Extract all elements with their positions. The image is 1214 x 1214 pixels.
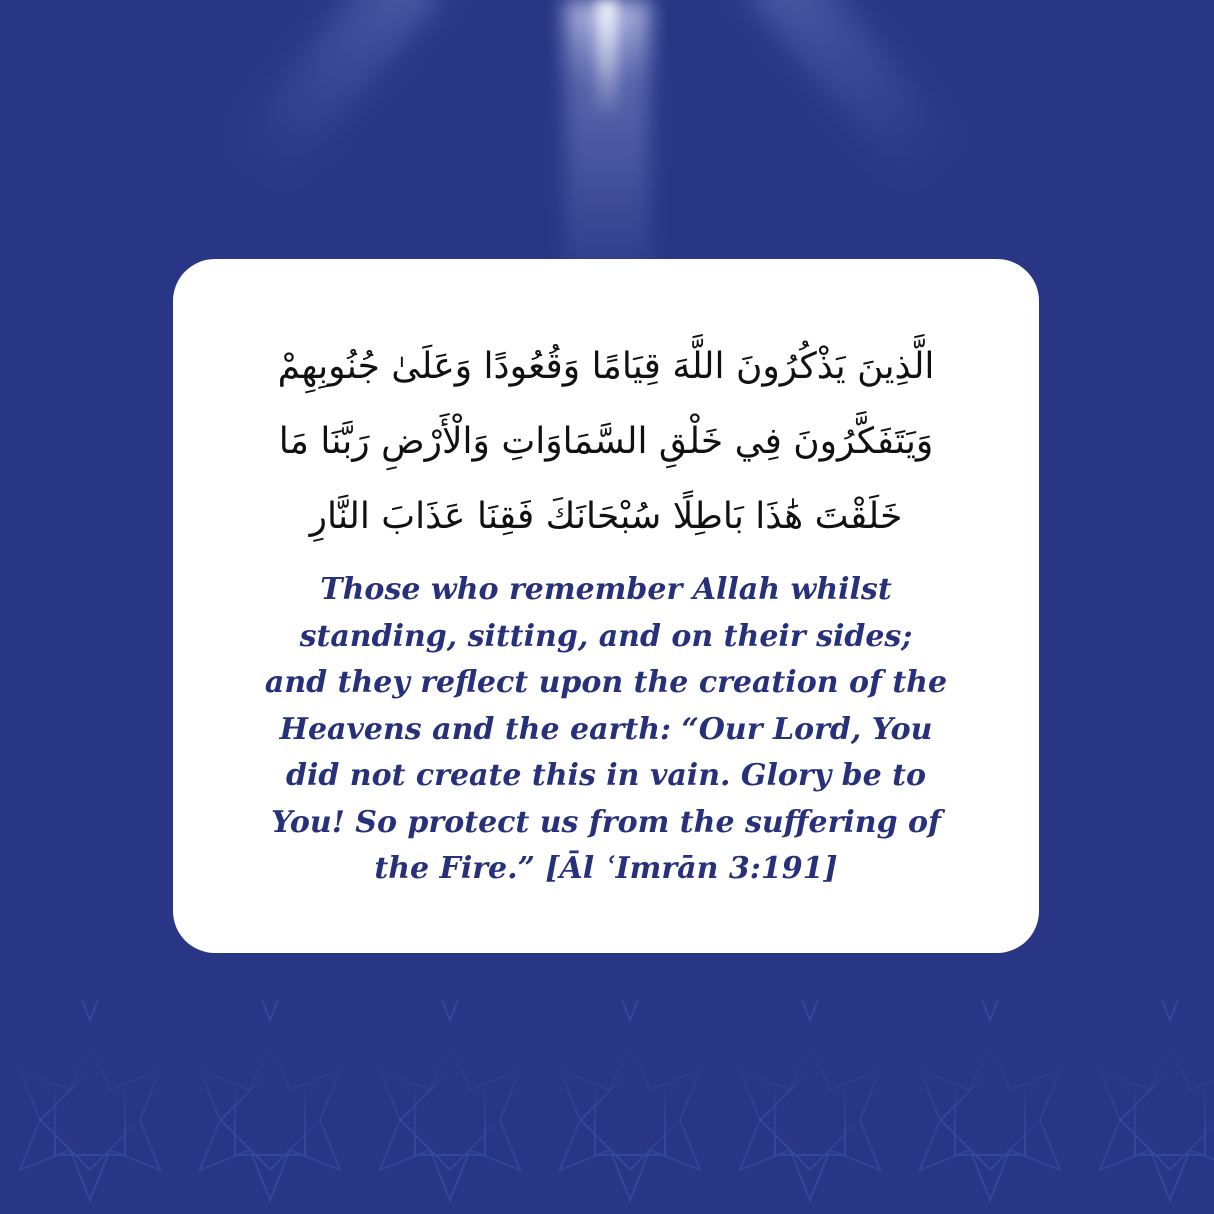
light-ray-left [225,0,446,192]
arabic-line: خَلَقْتَ هَٰذَا بَاطِلًا سُبْحَانَكَ فَقِنَا عَذَابَ النَّارِ [309,496,903,537]
translation-line: Heavens and the earth: “Our Lord, You [279,711,933,747]
arabic-line: وَيَتَفَكَّرُونَ فِي خَلْقِ السَّمَاوَاتِ وَالْأَرْضِ رَبَّنَا مَا [278,421,934,462]
translation-line: standing, sitting, and on their sides; [299,618,913,654]
light-ray-right [745,0,966,192]
light-ray-center [565,0,650,270]
arabic-line: الَّذِينَ يَذْكُرُونَ اللَّهَ قِيَامًا وَقُعُودًا وَعَلَىٰ جُنُوبِهِمْ [277,346,935,387]
translation-line: and they reflect upon the creation of the [264,665,948,700]
verse-reference-line: the Fire.” [Āl ʿImrān 3:191] [374,851,838,886]
english-translation [213,567,999,893]
arabic-verse [213,329,999,554]
geometric-pattern-decoration [0,1000,1214,1214]
translation-line: did not create this in vain. Glory be to [285,758,926,793]
translation-line: You! So protect us from the suffering of [271,804,941,840]
translation-line: Those who remember Allah whilst [320,572,892,607]
verse-card [173,259,1039,953]
light-ray-core [596,0,618,120]
